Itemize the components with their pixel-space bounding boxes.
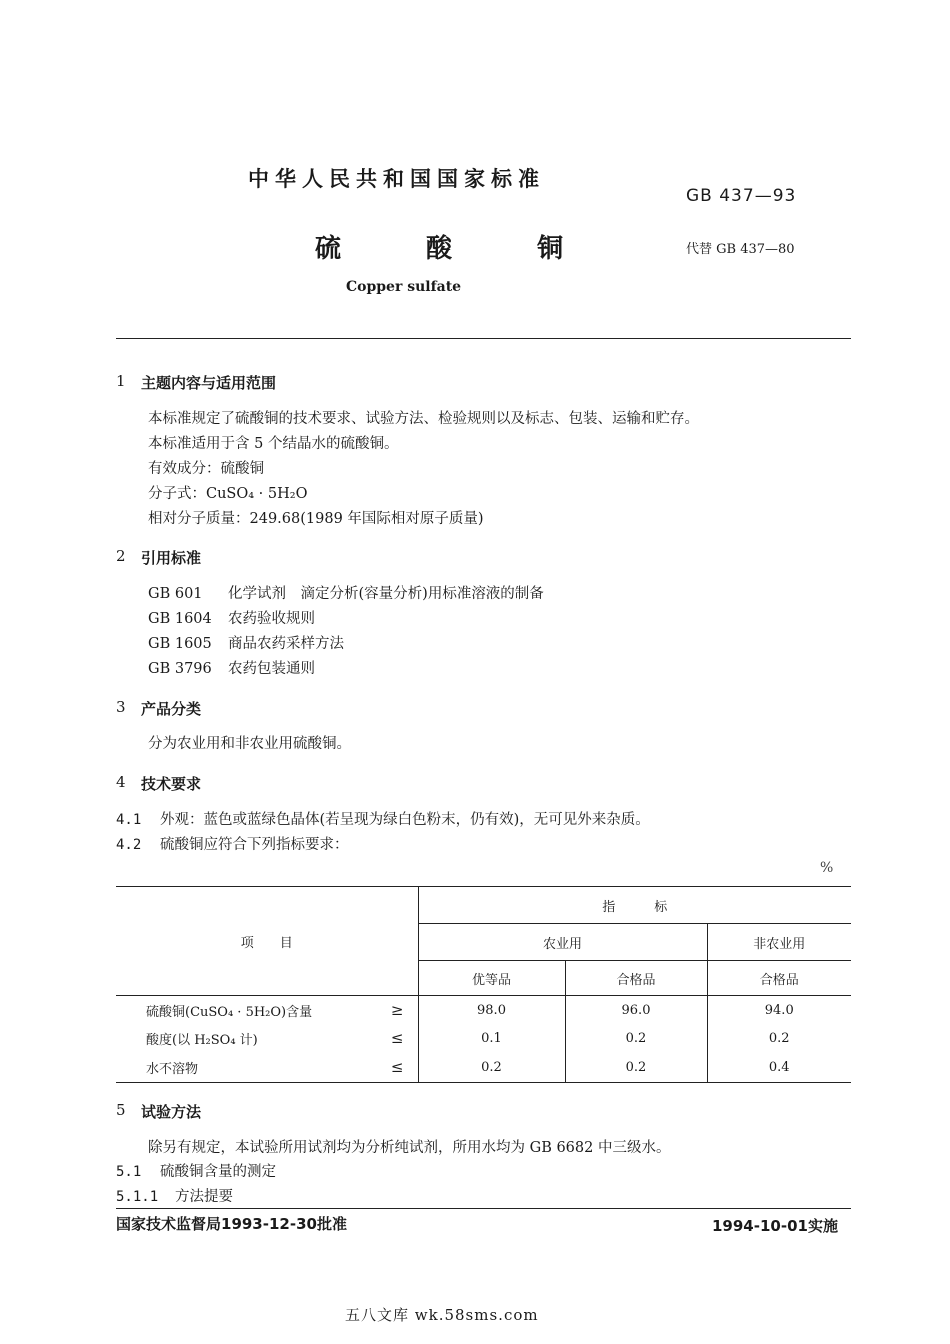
specification-table bbox=[116, 886, 851, 1083]
row-value: 94.0 bbox=[707, 996, 851, 1025]
row-comparator: ≤ bbox=[390, 1028, 404, 1047]
row-comparator: ≤ bbox=[390, 1057, 404, 1076]
section-4-title: 技术要求 bbox=[141, 775, 202, 793]
clause-5-1-text: 硫酸铜含量的测定 bbox=[160, 1164, 276, 1180]
clause-4-2-number: 4.2 bbox=[116, 837, 142, 853]
section-4-number: 4 bbox=[116, 773, 126, 791]
row-item: 水不溶物 ≤ bbox=[116, 1052, 418, 1083]
document-title: 硫 酸 铜 bbox=[315, 234, 602, 264]
row-value: 0.2 bbox=[565, 1052, 707, 1083]
row-value: 0.4 bbox=[707, 1052, 851, 1083]
section-2-number: 2 bbox=[116, 547, 126, 565]
table-row bbox=[116, 1024, 851, 1052]
section-3-title: 产品分类 bbox=[141, 700, 202, 718]
standard-code: GB 437—93 bbox=[686, 186, 797, 206]
reference-item: GB 601 化学试剂 滴定分析(容量分析)用标准溶液的制备 bbox=[148, 586, 544, 602]
table-header-index: 指 标 bbox=[418, 887, 851, 924]
effective-date: 1994-10-01实施 bbox=[712, 1217, 838, 1235]
section-2-title: 引用标准 bbox=[141, 549, 202, 567]
section-1-title: 主题内容与适用范围 bbox=[141, 374, 277, 392]
table-unit: % bbox=[820, 860, 834, 876]
reference-item: GB 1604 农药验收规则 bbox=[148, 611, 315, 627]
row-item: 硫酸铜(CuSO₄ · 5H₂O)含量 ≥ bbox=[146, 1000, 404, 1020]
reference-item: GB 3796 农药包装通则 bbox=[148, 661, 315, 677]
table-header-non-agricultural: 非农业用 bbox=[707, 924, 851, 961]
clause-5-1-number: 5.1 bbox=[116, 1164, 142, 1180]
section-1-line-2: 本标准适用于含 5 个结晶水的硫酸铜。 bbox=[148, 436, 399, 452]
section-3-number: 3 bbox=[116, 698, 126, 716]
replaces-note: 代替 GB 437—80 bbox=[686, 242, 795, 257]
reference-list bbox=[148, 582, 544, 682]
row-comparator: ≥ bbox=[390, 1000, 404, 1019]
section-1-line-5: 相对分子质量：249.68(1989 年国际相对原子质量) bbox=[148, 511, 484, 527]
table-header-first-grade: 优等品 bbox=[418, 961, 565, 996]
table-row bbox=[116, 996, 851, 1025]
section-5-number: 5 bbox=[116, 1101, 126, 1119]
clause-4-2-text: 硫酸铜应符合下列指标要求： bbox=[160, 837, 349, 853]
section-1-line-4: 分子式：CuSO₄ · 5H₂O bbox=[148, 486, 308, 502]
section-1-line-1: 本标准规定了硫酸铜的技术要求、试验方法、检验规则以及标志、包装、运输和贮存。 bbox=[148, 411, 699, 427]
table-header-agricultural: 农业用 bbox=[418, 924, 707, 961]
section-1-line-3: 有效成分：硫酸铜 bbox=[148, 461, 264, 477]
table-header-qualified-nonagri: 合格品 bbox=[707, 961, 851, 996]
english-title: Copper sulfate bbox=[346, 279, 462, 295]
clause-5-1-1-number: 5.1.1 bbox=[116, 1189, 159, 1205]
section-5-title: 试验方法 bbox=[141, 1103, 202, 1121]
table-row bbox=[116, 1052, 851, 1083]
row-value: 0.2 bbox=[707, 1024, 851, 1052]
watermark-text: 五八文库 wk.58sms.com bbox=[345, 1306, 539, 1324]
clause-4-1-number: 4.1 bbox=[116, 812, 142, 828]
table-header-item: 项 目 bbox=[116, 887, 418, 996]
row-value: 0.1 bbox=[418, 1024, 565, 1052]
section-5-intro: 除另有规定，本试验所用试剂均为分析纯试剂，所用水均为 GB 6682 中三级水。 bbox=[148, 1140, 671, 1156]
footer-rule bbox=[116, 1208, 851, 1209]
row-value: 96.0 bbox=[565, 996, 707, 1025]
approval-date: 国家技术监督局1993-12-30批准 bbox=[116, 1215, 347, 1233]
row-item: 酸度(以 H₂SO₄ 计) ≤ bbox=[146, 1028, 404, 1048]
table-header-qualified-agri: 合格品 bbox=[565, 961, 707, 996]
header-rule bbox=[116, 338, 851, 339]
section-1-number: 1 bbox=[116, 372, 126, 390]
row-value: 0.2 bbox=[565, 1024, 707, 1052]
national-standard-heading: 中华人民共和国国家标准 bbox=[248, 167, 545, 191]
section-3-text: 分为农业用和非农业用硫酸铜。 bbox=[148, 736, 351, 752]
clause-5-1-1-text: 方法提要 bbox=[175, 1189, 233, 1205]
clause-4-1-text: 外观：蓝色或蓝绿色晶体(若呈现为绿白色粉末，仍有效)，无可见外来杂质。 bbox=[160, 812, 650, 828]
row-value: 98.0 bbox=[418, 996, 565, 1025]
row-value: 0.2 bbox=[418, 1052, 565, 1083]
reference-item: GB 1605 商品农药采样方法 bbox=[148, 636, 344, 652]
